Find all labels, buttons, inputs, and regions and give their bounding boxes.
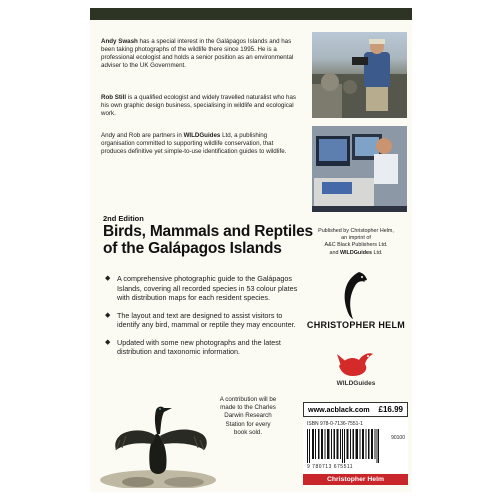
rob-text: is a qualified ecologist and widely travelled naturalist who has his own graphic design business, specialising in wildlife and ecological work. <box>101 94 297 117</box>
contribution-note: A contribution will be made to the Charles Darwin Research Station for every book sold. <box>219 396 277 436</box>
partners-pre: Andy and Rob are partners in <box>101 132 184 139</box>
bio-partners <box>101 132 296 156</box>
barcode-addon: 90100 <box>391 435 405 441</box>
bullet-icon: ◆ <box>105 275 111 282</box>
publisher-line: Published by Christopher Helm, <box>318 228 394 234</box>
andy-text: has a special interest in the Galápagos Islands and has been taking photographs of the wildlife there since 1995. He is a professional ecologist and holds a senior position as an environmental adviser to the UK Government. <box>101 38 294 69</box>
publisher-line: A&C Black Publishers Ltd. <box>324 242 388 249</box>
feature-item <box>103 338 305 357</box>
author-photo-field <box>312 32 407 118</box>
bio-andy <box>101 38 296 70</box>
price-box <box>303 402 408 417</box>
publisher-footer-bar: Christopher Helm <box>303 474 408 485</box>
barcode-number: 9 780713 675511 <box>307 464 354 470</box>
isbn: ISBN 978-0-7136-7551-1 <box>307 421 363 427</box>
feature-text: A comprehensive photographic guide to the Galápagos Islands, covering all recorded species in 53 colour plates with distribution maps for each resident species. <box>117 274 298 302</box>
publisher-ltd: Ltd. <box>372 249 383 256</box>
barcode-image <box>307 429 379 463</box>
publisher-and: and <box>329 249 340 256</box>
publisher-line <box>304 250 408 257</box>
feature-item <box>103 274 305 303</box>
designer-image <box>312 126 407 212</box>
feature-list <box>103 274 305 365</box>
book-title: Birds, Mammals and Reptiles of the Galápagos Islands <box>103 223 313 257</box>
publisher-url: www.acblack.com <box>308 405 370 414</box>
cormorant-photo <box>98 396 222 488</box>
bio-rob <box>101 94 296 118</box>
partners-post: Ltd, a publishing organisation committed to supporting wildlife conservation, that produces definitive yet simple-to-use identification guides to wildlife. <box>101 132 287 155</box>
wildguides-wordmark: WILDGuides <box>336 380 376 387</box>
edition-label: 2nd Edition <box>103 214 144 223</box>
barcode-area <box>303 418 408 473</box>
wildguides-bird-logo <box>335 348 375 380</box>
andy-name: Andy Swash <box>101 38 138 45</box>
top-bar <box>90 8 412 20</box>
christopher-helm-wordmark: CHRISTOPHER HELM <box>306 320 406 330</box>
publisher-line: an imprint of <box>341 235 371 242</box>
feature-text: Updated with some new photographs and the latest distribution and taxonomic information. <box>117 337 281 356</box>
price: £16.99 <box>378 405 403 414</box>
bullet-icon: ◆ <box>105 338 111 346</box>
photographer-image <box>312 32 407 118</box>
book-back-cover <box>90 8 412 492</box>
rob-name: Rob Still <box>101 94 127 101</box>
christopher-helm-bird-logo <box>333 270 377 320</box>
publisher-info <box>304 228 408 257</box>
publisher-brand: WILDGuides <box>339 249 373 256</box>
bullet-icon: ◆ <box>105 311 111 319</box>
author-photo-desk <box>312 126 407 212</box>
feature-item <box>103 311 305 330</box>
partners-brand: WILDGuides <box>183 132 221 139</box>
feature-text: The layout and text are designed to assist visitors to identify any bird, mammal or reptile they may encounter. <box>117 310 296 329</box>
